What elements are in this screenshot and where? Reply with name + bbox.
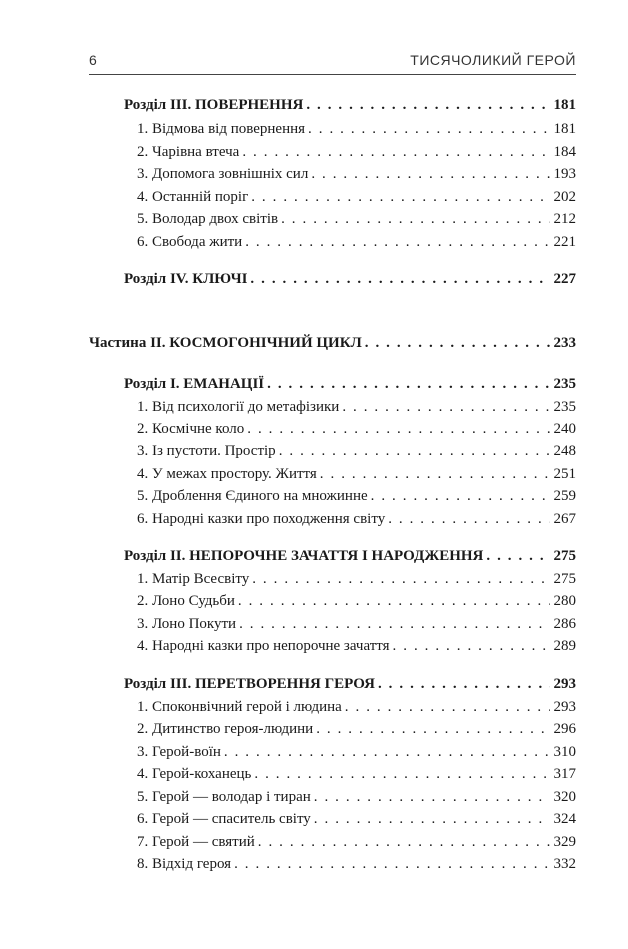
toc-entry-title: 4. У межах простору. Життя	[137, 466, 317, 482]
toc-entry-title: 3. Герой-воїн	[137, 744, 221, 760]
toc-page-number: 202	[553, 189, 576, 205]
toc-entry-title: 5. Володар двох світів	[137, 211, 279, 227]
toc-entry-title: 4. Останній поріг	[137, 189, 249, 205]
dot-leader	[250, 269, 549, 289]
toc-page-number: 280	[553, 593, 576, 609]
toc-page-number: 286	[553, 616, 576, 632]
dot-leader	[371, 486, 550, 506]
toc-section-heading[interactable]	[124, 374, 576, 394]
toc-entry-title: 6. Свобода жити	[137, 234, 243, 250]
toc-page-number: 267	[553, 511, 576, 527]
toc-page-number: 329	[553, 834, 576, 850]
toc-entry[interactable]	[137, 719, 576, 739]
dot-leader	[245, 232, 549, 252]
toc-entry-title: Розділ І. ЕМАНАЦІЇ	[124, 376, 265, 392]
toc-entry-title: 3. Лоно Покути	[137, 616, 237, 632]
toc-entry-title: 1. Від психології до метафізики	[137, 399, 340, 415]
toc-entry[interactable]	[137, 787, 576, 807]
dot-leader	[239, 614, 549, 634]
toc-entry-title: 3. Допомога зовнішніх сил	[137, 166, 309, 182]
toc-entry-title: 2. Чарівна втеча	[137, 144, 240, 160]
toc-page-number: 248	[553, 443, 576, 459]
toc-page-number: 293	[553, 676, 576, 692]
dot-leader	[378, 674, 550, 694]
toc-page-number: 235	[553, 399, 576, 415]
toc-entry-title: 1. Відмова від повернення	[137, 121, 306, 137]
toc-entry[interactable]	[137, 854, 576, 874]
toc-page-number: 289	[553, 638, 576, 654]
toc-section-heading[interactable]	[124, 269, 576, 289]
toc-entry[interactable]	[137, 764, 576, 784]
toc-entry-title: 1. Споконвічний герой і людина	[137, 699, 342, 715]
toc-page-number: 240	[553, 421, 576, 437]
toc-page-number: 235	[553, 376, 576, 392]
toc-page-number: 193	[553, 166, 576, 182]
toc-page-number: 251	[553, 466, 576, 482]
toc-entry-title: 6. Народні казки про походження світу	[137, 511, 386, 527]
dot-leader	[281, 209, 549, 229]
toc-entry[interactable]	[137, 209, 576, 229]
toc-entry[interactable]	[137, 569, 576, 589]
toc-page-number: 221	[553, 234, 576, 250]
toc-entry[interactable]	[137, 164, 576, 184]
dot-leader	[314, 787, 550, 807]
toc-page-number: 275	[553, 571, 576, 587]
dot-leader	[308, 119, 549, 139]
toc-page-number: 184	[553, 144, 576, 160]
toc-entry-title: Розділ ІІ. НЕПОРОЧНЕ ЗАЧАТТЯ І НАРОДЖЕННЯ	[124, 548, 484, 564]
dot-leader	[393, 636, 550, 656]
toc-page-number: 332	[553, 856, 576, 872]
toc-entry[interactable]	[137, 636, 576, 656]
dot-leader	[320, 464, 550, 484]
toc-page-number: 181	[553, 97, 576, 113]
dot-leader	[388, 509, 549, 529]
toc-page-number: 259	[553, 488, 576, 504]
toc-page-number: 181	[553, 121, 576, 137]
toc-entry-title: Розділ ІІІ. ПЕРЕТВОРЕННЯ ГЕРОЯ	[124, 676, 375, 692]
dot-leader	[316, 719, 549, 739]
toc-entry-title: 1. Матір Всесвіту	[137, 571, 250, 587]
toc-entry-title: 2. Дитинство героя-людини	[137, 721, 314, 737]
toc-entry-title: Розділ ІІІ. ПОВЕРНЕННЯ	[124, 97, 304, 113]
toc-entry-title: 5. Герой — володар і тиран	[137, 789, 311, 805]
toc-page-number: 227	[553, 271, 576, 287]
dot-leader	[247, 419, 549, 439]
toc-entry[interactable]	[137, 697, 576, 717]
dot-leader	[486, 546, 549, 566]
toc-page-number: 317	[553, 766, 576, 782]
toc-entry[interactable]	[137, 464, 576, 484]
toc-entry[interactable]	[137, 119, 576, 139]
toc-entry-title: 6. Герой — спаситель світу	[137, 811, 311, 827]
toc-entry-title: 2. Космічне коло	[137, 421, 245, 437]
toc-entry[interactable]	[137, 486, 576, 506]
dot-leader	[267, 374, 549, 394]
toc-entry-title: 2. Лоно Судьби	[137, 593, 235, 609]
dot-leader	[345, 697, 550, 717]
dot-leader	[238, 591, 550, 611]
toc-entry-title: 4. Герой-коханець	[137, 766, 252, 782]
toc-page-number: 310	[553, 744, 576, 760]
toc-entry[interactable]	[137, 809, 576, 829]
toc-entry[interactable]	[137, 614, 576, 634]
dot-leader	[314, 809, 550, 829]
toc-entry[interactable]	[137, 142, 576, 162]
toc-section-heading[interactable]	[124, 674, 576, 694]
toc-entry[interactable]	[137, 419, 576, 439]
toc-entry-title: Частина ІІ. КОСМОГОНІЧНИЙ ЦИКЛ	[89, 335, 362, 351]
toc-page-number: 296	[553, 721, 576, 737]
toc-page-number: 320	[553, 789, 576, 805]
dot-leader	[365, 333, 550, 353]
dot-leader	[234, 854, 549, 874]
toc-entry-title: 4. Народні казки про непорочне зачаття	[137, 638, 390, 654]
toc-entry[interactable]	[137, 509, 576, 529]
running-title: ТИСЯЧОЛИКИЙ ГЕРОЙ	[410, 52, 576, 68]
toc-entry[interactable]	[137, 232, 576, 252]
toc-page-number: 212	[553, 211, 576, 227]
toc-section-heading[interactable]	[124, 95, 576, 115]
dot-leader	[311, 164, 549, 184]
toc-entry-title: 3. Із пустоти. Простір	[137, 443, 276, 459]
toc-part-heading[interactable]	[89, 333, 576, 353]
dot-leader	[242, 142, 549, 162]
page-number: 6	[89, 52, 97, 68]
dot-leader	[252, 569, 549, 589]
toc-page-number: 293	[553, 699, 576, 715]
toc-entry[interactable]	[137, 832, 576, 852]
dot-leader	[258, 832, 550, 852]
toc-page-number: 233	[553, 335, 576, 351]
toc-entry[interactable]	[137, 187, 576, 207]
toc-entry[interactable]	[137, 742, 576, 762]
toc-entry-title: 7. Герой — святий	[137, 834, 255, 850]
toc-entry[interactable]	[137, 591, 576, 611]
dot-leader	[342, 397, 549, 417]
toc-entry[interactable]	[137, 397, 576, 417]
dot-leader	[251, 187, 549, 207]
toc-section-heading[interactable]	[124, 546, 576, 566]
toc-entry[interactable]	[137, 441, 576, 461]
toc-entry-title: 8. Відхід героя	[137, 856, 232, 872]
dot-leader	[224, 742, 550, 762]
toc-entry-title: 5. Дроблення Єдиного на множинне	[137, 488, 368, 504]
toc-page-number: 275	[553, 548, 576, 564]
toc-entry-title: Розділ IV. КЛЮЧІ	[124, 271, 248, 287]
dot-leader	[306, 95, 549, 115]
dot-leader	[254, 764, 549, 784]
toc-page-number: 324	[553, 811, 576, 827]
dot-leader	[279, 441, 550, 461]
